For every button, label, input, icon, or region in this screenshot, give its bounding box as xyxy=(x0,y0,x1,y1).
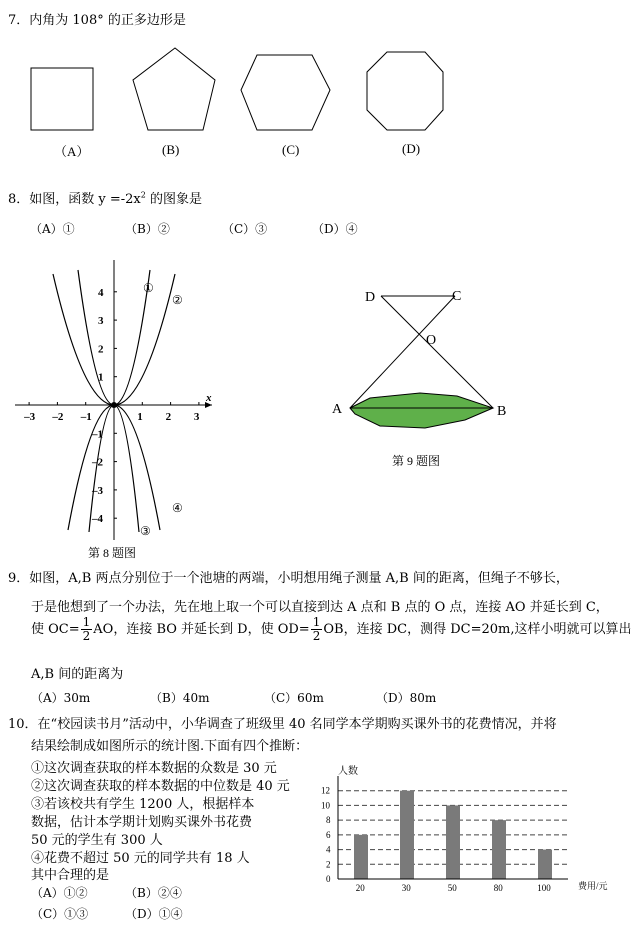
bar xyxy=(354,835,368,879)
chart-x-label: 费用/元 xyxy=(578,881,608,891)
curve-marker-1: ① xyxy=(143,281,154,295)
point-o: O xyxy=(426,333,437,348)
point-a: A xyxy=(332,402,343,417)
q9-option-b: （B）40m xyxy=(150,691,210,705)
y-tick-label: 4 xyxy=(98,286,104,299)
bar xyxy=(492,820,506,879)
q9-option-c: （C）60m xyxy=(264,691,324,705)
q10-bar-chart xyxy=(310,758,615,898)
pond-shape xyxy=(350,393,493,428)
curve-marker-4: ④ xyxy=(172,501,183,515)
x-tick-label: 80 xyxy=(493,883,503,893)
x-tick-label: 2 xyxy=(165,411,172,423)
y-tick-label: 0 xyxy=(326,874,331,884)
q8-option-c: （C）③ xyxy=(222,222,268,236)
x-tick-label: 100 xyxy=(537,883,551,893)
octagon-shape xyxy=(367,52,443,130)
x-tick-label: 50 xyxy=(447,883,457,893)
q8-option-b: （B）② xyxy=(125,222,170,236)
x-tick-label: –1 xyxy=(80,411,92,423)
y-tick-label: 4 xyxy=(326,844,331,855)
q9-line4: A,B 间的距离为 xyxy=(31,667,124,682)
q9-option-d: （D）80m xyxy=(376,691,437,705)
label-b: (B) xyxy=(162,142,180,157)
y-tick-label: 12 xyxy=(321,785,330,796)
q10-item4: ④花费不超过 50 元的同学共有 18 人 xyxy=(31,851,250,866)
fraction-half: $\frac{1}{2}$ xyxy=(312,615,321,643)
y-tick-label: 3 xyxy=(98,315,104,328)
q10-item3: ③若该校共有学生 1200 人，根据样本 xyxy=(31,797,255,812)
y-tick-label: –2 xyxy=(92,456,103,469)
q10-item3-cont2: 50 元的学生有 300 人 xyxy=(31,833,163,848)
q7-stem: 7．内角为 108° 的正多边形是 xyxy=(8,13,186,28)
label-a: （A） xyxy=(54,144,90,159)
q10-item3-cont1: 数据，估计本学期计划购买课外书花费 xyxy=(31,815,253,830)
y-tick-label: –1 xyxy=(92,428,103,441)
x-tick-label: 20 xyxy=(355,883,365,893)
point-c: C xyxy=(452,289,462,304)
curve-marker-3: ③ xyxy=(140,524,151,538)
pentagon-shape xyxy=(133,48,215,130)
y-tick-label: –3 xyxy=(92,484,103,497)
q10-option-a: （A）①② xyxy=(31,886,88,900)
q9-figure-caption: 第 9 题图 xyxy=(392,454,441,468)
bar xyxy=(538,850,552,879)
x-tick-label: –3 xyxy=(24,411,36,423)
bar xyxy=(446,805,460,879)
y-tick-label: 8 xyxy=(326,815,331,826)
q10-option-b: （B）②④ xyxy=(125,886,182,900)
q8-function-graph xyxy=(0,250,230,560)
q10-option-c: （C）①③ xyxy=(31,907,89,921)
y-tick-label: –4 xyxy=(92,513,103,526)
square-shape xyxy=(31,68,93,130)
bar xyxy=(400,791,414,879)
y-tick-label: 2 xyxy=(326,859,331,870)
q10-line2: 结果绘制成如图所示的统计图.下面有四个推断： xyxy=(31,739,309,754)
q9-figure xyxy=(325,280,525,475)
x-tick-label: 1 xyxy=(137,411,143,423)
q10-option-d: （D）①④ xyxy=(125,907,183,921)
hexagon-shape xyxy=(241,55,330,130)
q10-line1: 10．在“校园读书月”活动中，小华调查了班级里 40 名同学本学期购买课外书的花费情况，并将 xyxy=(8,717,557,732)
x-tick-label: 3 xyxy=(193,411,200,423)
y-tick-label: 10 xyxy=(321,800,330,811)
point-d: D xyxy=(365,290,376,305)
fraction-half: $\frac{1}{2}$ xyxy=(82,615,91,643)
q10-item2: ②这次调查获取的样本数据的中位数是 40 元 xyxy=(31,779,290,794)
q8-option-a: （A）① xyxy=(30,222,75,236)
q8-option-d: （D）④ xyxy=(312,222,358,236)
q10-item1: ①这次调查获取的样本数据的众数是 30 元 xyxy=(31,761,277,776)
q7-polygons xyxy=(0,38,615,168)
q9-line2: 于是他想到了一个办法，先在地上取一个可以直接到达 A 点和 B 点的 O 点，连接 AO 并延长到 C， xyxy=(31,600,609,615)
y-tick-label: 6 xyxy=(326,829,331,840)
x-tick-label: –2 xyxy=(52,411,64,423)
curve-marker-2: ② xyxy=(172,293,183,307)
q8-stem: 8．如图，函数 $y =-2x^2$ 的图象是 xyxy=(8,190,203,207)
label-c: (C) xyxy=(282,142,300,157)
y-tick-label: 2 xyxy=(98,343,104,356)
q9-line3: 使 OC= $\frac{1}{2}$ AO，连接 BO 并延长到 D，使 OD= $\frac{1}{2}$ OB，连接 DC，测得 DC=20m,这样小明就可以算出 xyxy=(31,615,631,643)
origin-point xyxy=(111,402,117,408)
q9-line1: 9．如图，A,B 两点分别位于一个池塘的两端，小明想用绳子测量 A,B 间的距离，但绳子不够长， xyxy=(8,571,569,586)
point-b: B xyxy=(497,404,507,419)
x-tick-label: 30 xyxy=(401,883,411,893)
y-tick-label: 1 xyxy=(98,371,104,384)
chart-y-label: 人数 xyxy=(338,766,358,777)
q8-figure-caption: 第 8 题图 xyxy=(88,546,137,560)
q9-option-a: （A）30m xyxy=(31,691,91,705)
label-d: (D) xyxy=(402,141,421,156)
x-axis-label: x xyxy=(206,392,212,404)
q10-prompt: 其中合理的是 xyxy=(31,868,110,883)
